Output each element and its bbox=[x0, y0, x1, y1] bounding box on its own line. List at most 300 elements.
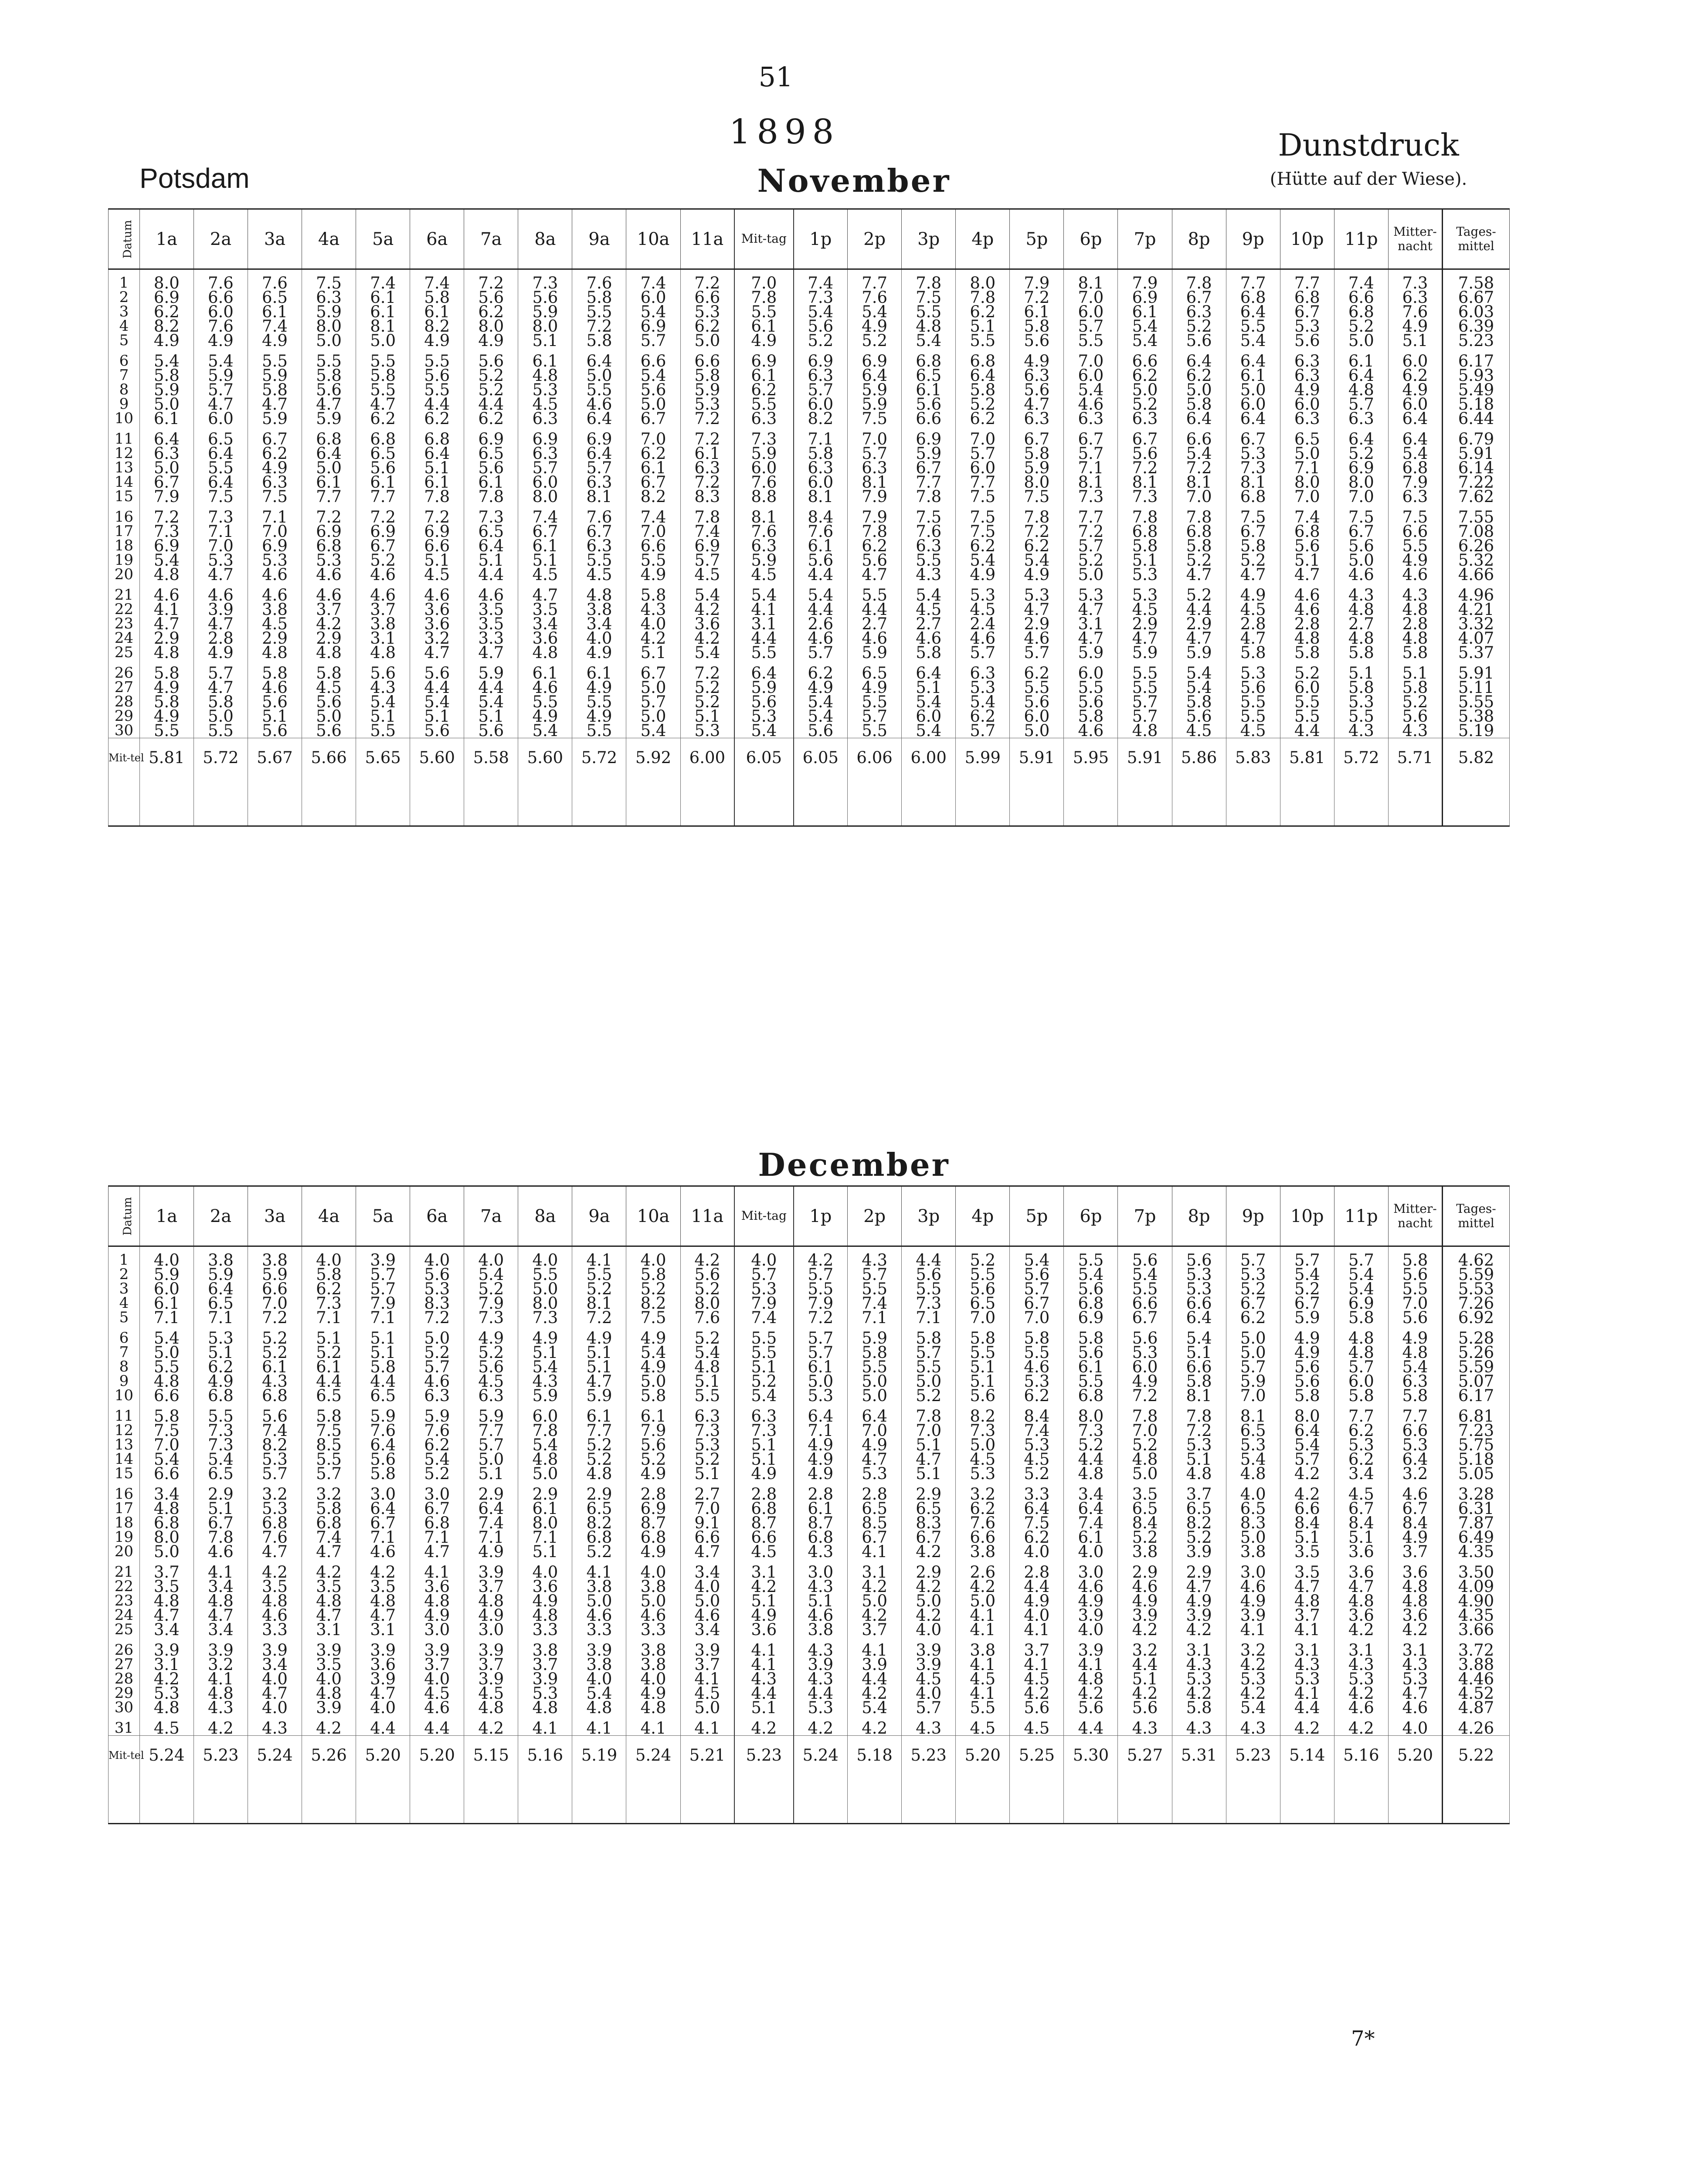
value-cell: 5.5 bbox=[956, 1700, 1010, 1715]
value-cell: 5.8 bbox=[1172, 539, 1226, 553]
value-cell: 7.4 bbox=[734, 1310, 793, 1325]
value-cell: 4.4 bbox=[1172, 602, 1226, 617]
value-cell: 5.4 bbox=[1010, 1253, 1064, 1267]
value-cell: 5.1 bbox=[1334, 666, 1388, 680]
value-cell: 3.8 bbox=[956, 1643, 1010, 1657]
value-cell: 6.4 bbox=[194, 1282, 248, 1296]
value-cell: 6.1 bbox=[302, 475, 356, 489]
value-cell: 6.5 bbox=[1280, 432, 1334, 446]
value-cell: 4.7 bbox=[410, 1544, 464, 1559]
value-cell: 8.3 bbox=[410, 1296, 464, 1310]
value-cell: 4.7 bbox=[356, 1608, 410, 1622]
value-cell: 5.7 bbox=[356, 1267, 410, 1282]
value-cell: 5.8 bbox=[248, 383, 302, 397]
value-cell: 4.2 bbox=[848, 1579, 902, 1594]
value-cell: 6.7 bbox=[1280, 1296, 1334, 1310]
value-cell: 7.7 bbox=[572, 1423, 626, 1438]
value-cell: 5.0 bbox=[848, 1594, 902, 1608]
value-cell: 4.8 bbox=[1388, 602, 1442, 617]
value-cell: 5.5 bbox=[734, 645, 793, 660]
value-cell: 3.6 bbox=[1388, 1608, 1442, 1622]
value-cell: 4.9 bbox=[1226, 588, 1280, 602]
value-cell: 6.1 bbox=[572, 1409, 626, 1423]
value-cell: 7.8 bbox=[1118, 1409, 1172, 1423]
value-cell: 4.6 bbox=[356, 588, 410, 602]
value-cell: 5.1 bbox=[734, 1452, 793, 1466]
value-cell: 5.7 bbox=[956, 723, 1010, 738]
value-cell: 5.1 bbox=[410, 553, 464, 567]
value-cell: 5.1 bbox=[356, 1331, 410, 1345]
value-cell: 4.8 bbox=[139, 645, 194, 660]
value-cell: 6.1 bbox=[139, 411, 194, 426]
value-cell: 4.7 bbox=[1226, 567, 1280, 582]
value-cell: 5.6 bbox=[1010, 1267, 1064, 1282]
value-cell: 4.2 bbox=[1280, 1721, 1334, 1736]
value-cell: 5.9 bbox=[734, 446, 793, 461]
value-cell: 5.9 bbox=[139, 1267, 194, 1282]
daily-mean-cell: 6.17 bbox=[1442, 354, 1509, 368]
value-cell: 4.1 bbox=[848, 1544, 902, 1559]
value-cell: 5.6 bbox=[464, 723, 518, 738]
value-cell: 7.3 bbox=[902, 1296, 956, 1310]
value-cell: 4.5 bbox=[734, 567, 793, 582]
value-cell: 6.4 bbox=[1334, 368, 1388, 383]
value-cell: 8.1 bbox=[572, 489, 626, 504]
value-cell: 4.1 bbox=[734, 1657, 793, 1672]
value-cell: 5.7 bbox=[194, 666, 248, 680]
value-cell: 6.0 bbox=[194, 411, 248, 426]
value-cell: 6.4 bbox=[848, 1409, 902, 1423]
value-cell: 4.0 bbox=[518, 1565, 572, 1579]
daily-mean-cell: 3.88 bbox=[1442, 1657, 1509, 1672]
value-cell: 6.7 bbox=[1334, 524, 1388, 539]
value-cell: 6.9 bbox=[626, 319, 680, 333]
hourly-mean-cell: 5.71 bbox=[1388, 738, 1442, 778]
value-cell: 4.3 bbox=[1388, 723, 1442, 738]
value-cell: 5.4 bbox=[572, 1686, 626, 1700]
value-cell: 4.7 bbox=[356, 397, 410, 411]
value-cell: 6.1 bbox=[518, 539, 572, 553]
date-cell: 12 bbox=[109, 446, 140, 461]
value-cell: 5.4 bbox=[1280, 1438, 1334, 1452]
value-cell: 5.5 bbox=[410, 383, 464, 397]
daily-mean-cell: 3.50 bbox=[1442, 1565, 1509, 1579]
value-cell: 7.8 bbox=[902, 489, 956, 504]
hourly-mean-cell: 5.91 bbox=[1010, 738, 1064, 778]
value-cell: 5.7 bbox=[1064, 319, 1118, 333]
value-cell: 7.9 bbox=[794, 1296, 848, 1310]
value-cell: 5.6 bbox=[1280, 333, 1334, 348]
value-cell: 6.3 bbox=[848, 461, 902, 475]
value-cell: 5.7 bbox=[1010, 645, 1064, 660]
value-cell: 7.2 bbox=[1118, 1388, 1172, 1403]
value-cell: 4.7 bbox=[1064, 602, 1118, 617]
value-cell: 5.8 bbox=[356, 1360, 410, 1374]
value-cell: 8.0 bbox=[1280, 475, 1334, 489]
value-cell: 2.8 bbox=[626, 1487, 680, 1501]
value-cell: 7.6 bbox=[248, 276, 302, 290]
value-cell: 7.0 bbox=[1172, 489, 1226, 504]
value-cell: 2.8 bbox=[734, 1487, 793, 1501]
value-cell: 4.8 bbox=[1388, 1579, 1442, 1594]
value-cell: 5.6 bbox=[848, 553, 902, 567]
value-cell: 4.5 bbox=[956, 1672, 1010, 1686]
value-cell: 3.1 bbox=[1172, 1643, 1226, 1657]
value-cell: 5.4 bbox=[734, 1388, 793, 1403]
value-cell: 7.2 bbox=[356, 510, 410, 524]
value-cell: 5.9 bbox=[248, 1267, 302, 1282]
date-cell: 5 bbox=[109, 333, 140, 348]
column-header: Mitter-nacht bbox=[1388, 209, 1442, 269]
value-cell: 4.2 bbox=[1172, 1686, 1226, 1700]
date-cell: 31 bbox=[109, 1721, 140, 1736]
daily-mean-cell: 5.28 bbox=[1442, 1331, 1509, 1345]
value-cell: 5.1 bbox=[572, 1345, 626, 1360]
value-cell: 6.7 bbox=[518, 524, 572, 539]
value-cell: 6.1 bbox=[356, 290, 410, 305]
value-cell: 7.1 bbox=[356, 1310, 410, 1325]
month-title-november: November bbox=[757, 162, 951, 199]
value-cell: 5.1 bbox=[248, 709, 302, 723]
value-cell: 5.2 bbox=[1334, 319, 1388, 333]
value-cell: 5.4 bbox=[139, 1331, 194, 1345]
value-cell: 8.4 bbox=[794, 510, 848, 524]
value-cell: 6.2 bbox=[302, 1282, 356, 1296]
value-cell: 7.4 bbox=[410, 276, 464, 290]
value-cell: 5.2 bbox=[464, 1282, 518, 1296]
date-cell: 26 bbox=[109, 666, 140, 680]
value-cell: 5.1 bbox=[1172, 1345, 1226, 1360]
value-cell: 4.2 bbox=[902, 1579, 956, 1594]
daily-mean-cell: 7.08 bbox=[1442, 524, 1509, 539]
value-cell: 5.3 bbox=[1010, 1374, 1064, 1388]
value-cell: 6.6 bbox=[1172, 1296, 1226, 1310]
value-cell: 6.2 bbox=[1010, 1388, 1064, 1403]
value-cell: 5.2 bbox=[1118, 1530, 1172, 1544]
value-cell: 5.2 bbox=[302, 1345, 356, 1360]
daily-mean-cell: 5.93 bbox=[1442, 368, 1509, 383]
value-cell: 5.7 bbox=[794, 645, 848, 660]
value-cell: 7.8 bbox=[1010, 510, 1064, 524]
value-cell: 2.9 bbox=[139, 631, 194, 645]
value-cell: 5.8 bbox=[356, 368, 410, 383]
value-cell: 8.1 bbox=[1118, 475, 1172, 489]
mean-row-label: Mit-tel bbox=[109, 1736, 140, 1775]
value-cell: 2.8 bbox=[1010, 1565, 1064, 1579]
column-header: 8a bbox=[518, 1186, 572, 1246]
value-cell: 6.4 bbox=[1388, 1452, 1442, 1466]
value-cell: 6.2 bbox=[1172, 368, 1226, 383]
value-cell: 4.7 bbox=[464, 645, 518, 660]
value-cell: 4.8 bbox=[1334, 1331, 1388, 1345]
value-cell: 5.4 bbox=[1226, 1700, 1280, 1715]
date-cell: 16 bbox=[109, 510, 140, 524]
value-cell: 5.0 bbox=[302, 333, 356, 348]
value-cell: 4.4 bbox=[356, 1374, 410, 1388]
value-cell: 6.0 bbox=[1064, 305, 1118, 319]
hourly-mean-cell: 5.23 bbox=[194, 1736, 248, 1775]
value-cell: 6.6 bbox=[956, 1530, 1010, 1544]
column-header: 6a bbox=[410, 209, 464, 269]
value-cell: 5.7 bbox=[248, 1466, 302, 1481]
value-cell: 4.7 bbox=[248, 397, 302, 411]
value-cell: 4.1 bbox=[626, 1721, 680, 1736]
value-cell: 6.3 bbox=[572, 539, 626, 553]
value-cell: 5.0 bbox=[572, 1594, 626, 1608]
value-cell: 6.9 bbox=[139, 539, 194, 553]
value-cell: 5.8 bbox=[1388, 1253, 1442, 1267]
value-cell: 5.7 bbox=[794, 1267, 848, 1282]
value-cell: 5.6 bbox=[1118, 1331, 1172, 1345]
value-cell: 5.8 bbox=[1010, 446, 1064, 461]
value-cell: 6.9 bbox=[734, 354, 793, 368]
table-row bbox=[109, 1622, 1510, 1637]
value-cell: 4.5 bbox=[902, 1672, 956, 1686]
value-cell: 4.3 bbox=[356, 680, 410, 695]
value-cell: 5.6 bbox=[302, 695, 356, 709]
value-cell: 4.3 bbox=[194, 1700, 248, 1715]
value-cell: 5.7 bbox=[848, 709, 902, 723]
value-cell: 2.9 bbox=[902, 1487, 956, 1501]
station-name: Potsdam bbox=[139, 163, 250, 194]
daily-mean-cell: 6.92 bbox=[1442, 1310, 1509, 1325]
value-cell: 2.9 bbox=[518, 1487, 572, 1501]
value-cell: 5.9 bbox=[194, 368, 248, 383]
value-cell: 4.6 bbox=[1280, 588, 1334, 602]
value-cell: 5.1 bbox=[680, 1374, 734, 1388]
value-cell: 4.1 bbox=[680, 1672, 734, 1686]
value-cell: 5.3 bbox=[248, 1452, 302, 1466]
value-cell: 5.7 bbox=[848, 1267, 902, 1282]
value-cell: 5.5 bbox=[356, 723, 410, 738]
value-cell: 5.0 bbox=[139, 461, 194, 475]
column-header: 7p bbox=[1118, 209, 1172, 269]
value-cell: 4.5 bbox=[1172, 723, 1226, 738]
value-cell: 4.8 bbox=[139, 1501, 194, 1516]
value-cell: 4.9 bbox=[794, 1452, 848, 1466]
value-cell: 6.8 bbox=[1064, 1296, 1118, 1310]
daily-mean-cell: 5.23 bbox=[1442, 333, 1509, 348]
value-cell: 3.0 bbox=[410, 1487, 464, 1501]
column-header: 3a bbox=[248, 209, 302, 269]
value-cell: 3.9 bbox=[1226, 1608, 1280, 1622]
value-cell: 6.8 bbox=[902, 354, 956, 368]
value-cell: 7.2 bbox=[572, 1310, 626, 1325]
value-cell: 5.0 bbox=[1334, 553, 1388, 567]
value-cell: 4.2 bbox=[680, 631, 734, 645]
value-cell: 4.8 bbox=[1388, 631, 1442, 645]
value-cell: 6.6 bbox=[1118, 354, 1172, 368]
value-cell: 6.1 bbox=[626, 461, 680, 475]
value-cell: 5.0 bbox=[1280, 446, 1334, 461]
value-cell: 4.6 bbox=[356, 567, 410, 582]
value-cell: 5.5 bbox=[902, 305, 956, 319]
value-cell: 4.9 bbox=[734, 1466, 793, 1481]
value-cell: 3.8 bbox=[626, 1579, 680, 1594]
value-cell: 5.5 bbox=[1280, 709, 1334, 723]
value-cell: 5.0 bbox=[1010, 723, 1064, 738]
value-cell: 6.4 bbox=[1226, 354, 1280, 368]
value-cell: 6.3 bbox=[1388, 489, 1442, 504]
value-cell: 4.8 bbox=[139, 1700, 194, 1715]
hourly-mean-cell: 5.26 bbox=[302, 1736, 356, 1775]
value-cell: 6.3 bbox=[902, 539, 956, 553]
column-header: 2a bbox=[194, 1186, 248, 1246]
value-cell: 4.9 bbox=[626, 1360, 680, 1374]
hourly-mean-cell: 5.24 bbox=[626, 1736, 680, 1775]
date-cell: 12 bbox=[109, 1423, 140, 1438]
value-cell: 4.7 bbox=[1334, 1579, 1388, 1594]
value-cell: 6.4 bbox=[572, 354, 626, 368]
value-cell: 5.9 bbox=[1118, 645, 1172, 660]
value-cell: 7.3 bbox=[734, 1423, 793, 1438]
date-cell: 10 bbox=[109, 1388, 140, 1403]
date-cell: 5 bbox=[109, 1310, 140, 1325]
value-cell: 3.8 bbox=[356, 617, 410, 631]
date-cell: 24 bbox=[109, 631, 140, 645]
value-cell: 4.3 bbox=[1388, 588, 1442, 602]
value-cell: 5.6 bbox=[464, 354, 518, 368]
value-cell: 7.6 bbox=[572, 276, 626, 290]
value-cell: 5.5 bbox=[626, 553, 680, 567]
value-cell: 4.8 bbox=[1064, 1466, 1118, 1481]
daily-mean-cell: 6.67 bbox=[1442, 290, 1509, 305]
value-cell: 4.9 bbox=[194, 645, 248, 660]
date-cell: 10 bbox=[109, 411, 140, 426]
value-cell: 4.6 bbox=[1118, 1579, 1172, 1594]
date-cell: 14 bbox=[109, 475, 140, 489]
value-cell: 6.8 bbox=[356, 432, 410, 446]
value-cell: 5.4 bbox=[1118, 333, 1172, 348]
value-cell: 6.3 bbox=[1118, 411, 1172, 426]
value-cell: 5.6 bbox=[956, 1388, 1010, 1403]
value-cell: 2.7 bbox=[680, 1487, 734, 1501]
value-cell: 8.0 bbox=[139, 1530, 194, 1544]
value-cell: 6.9 bbox=[410, 524, 464, 539]
value-cell: 5.7 bbox=[410, 1360, 464, 1374]
value-cell: 5.6 bbox=[1334, 539, 1388, 553]
date-cell: 25 bbox=[109, 1622, 140, 1637]
value-cell: 7.3 bbox=[464, 510, 518, 524]
value-cell: 6.1 bbox=[1064, 1530, 1118, 1544]
value-cell: 8.0 bbox=[680, 1296, 734, 1310]
value-cell: 3.6 bbox=[680, 617, 734, 631]
value-cell: 4.8 bbox=[356, 645, 410, 660]
value-cell: 6.7 bbox=[1226, 524, 1280, 539]
column-header bbox=[109, 209, 140, 269]
hourly-mean-cell: 5.15 bbox=[464, 1736, 518, 1775]
value-cell: 4.0 bbox=[302, 1253, 356, 1267]
value-cell: 8.4 bbox=[1334, 1516, 1388, 1530]
value-cell: 4.9 bbox=[1280, 383, 1334, 397]
value-cell: 4.6 bbox=[248, 1608, 302, 1622]
value-cell: 4.4 bbox=[1064, 1452, 1118, 1466]
value-cell: 4.9 bbox=[248, 461, 302, 475]
hourly-mean-cell: 5.18 bbox=[848, 1736, 902, 1775]
value-cell: 7.1 bbox=[1064, 461, 1118, 475]
value-cell: 4.6 bbox=[248, 680, 302, 695]
value-cell: 5.5 bbox=[572, 723, 626, 738]
value-cell: 5.7 bbox=[626, 333, 680, 348]
value-cell: 5.3 bbox=[194, 1331, 248, 1345]
value-cell: 5.6 bbox=[1064, 1700, 1118, 1715]
value-cell: 4.4 bbox=[734, 1686, 793, 1700]
value-cell: 5.8 bbox=[1064, 709, 1118, 723]
value-cell: 7.4 bbox=[1280, 510, 1334, 524]
value-cell: 4.1 bbox=[1010, 1657, 1064, 1672]
value-cell: 4.2 bbox=[734, 1721, 793, 1736]
value-cell: 7.0 bbox=[194, 539, 248, 553]
value-cell: 5.5 bbox=[848, 1282, 902, 1296]
value-cell: 6.0 bbox=[1388, 397, 1442, 411]
value-cell: 7.2 bbox=[302, 510, 356, 524]
value-cell: 3.6 bbox=[356, 1657, 410, 1672]
value-cell: 6.0 bbox=[1118, 1360, 1172, 1374]
value-cell: 7.5 bbox=[1010, 1516, 1064, 1530]
value-cell: 5.6 bbox=[1118, 1700, 1172, 1715]
value-cell: 6.1 bbox=[680, 446, 734, 461]
value-cell: 5.5 bbox=[1064, 1253, 1118, 1267]
value-cell: 4.3 bbox=[794, 1579, 848, 1594]
value-cell: 5.1 bbox=[464, 553, 518, 567]
value-cell: 6.9 bbox=[248, 539, 302, 553]
column-header: 1p bbox=[794, 1186, 848, 1246]
value-cell: 5.6 bbox=[248, 695, 302, 709]
value-cell: 4.7 bbox=[1010, 602, 1064, 617]
value-cell: 6.7 bbox=[1334, 1501, 1388, 1516]
value-cell: 3.6 bbox=[518, 631, 572, 645]
value-cell: 4.9 bbox=[1388, 383, 1442, 397]
value-cell: 7.3 bbox=[1118, 489, 1172, 504]
value-cell: 4.2 bbox=[794, 1721, 848, 1736]
hourly-mean-cell: 5.72 bbox=[194, 738, 248, 778]
value-cell: 5.0 bbox=[410, 1331, 464, 1345]
value-cell: 8.0 bbox=[1334, 475, 1388, 489]
value-cell: 7.1 bbox=[139, 1310, 194, 1325]
value-cell: 3.5 bbox=[464, 602, 518, 617]
value-cell: 4.7 bbox=[302, 1608, 356, 1622]
value-cell: 5.7 bbox=[1118, 695, 1172, 709]
value-cell: 5.9 bbox=[734, 553, 793, 567]
value-cell: 6.6 bbox=[139, 1388, 194, 1403]
value-cell: 7.3 bbox=[194, 1438, 248, 1452]
value-cell: 4.2 bbox=[1334, 1721, 1388, 1736]
hourly-mean-cell: 5.95 bbox=[1064, 738, 1118, 778]
value-cell: 4.9 bbox=[572, 680, 626, 695]
value-cell: 4.4 bbox=[794, 602, 848, 617]
value-cell: 6.7 bbox=[1388, 1501, 1442, 1516]
value-cell: 7.6 bbox=[194, 276, 248, 290]
value-cell: 3.5 bbox=[356, 1579, 410, 1594]
value-cell: 5.6 bbox=[1010, 383, 1064, 397]
value-cell: 5.5 bbox=[956, 333, 1010, 348]
value-cell: 2.9 bbox=[248, 631, 302, 645]
value-cell: 6.4 bbox=[464, 539, 518, 553]
value-cell: 5.3 bbox=[1172, 1282, 1226, 1296]
date-cell: 2 bbox=[109, 1267, 140, 1282]
value-cell: 4.9 bbox=[194, 333, 248, 348]
value-cell: 4.3 bbox=[1172, 1721, 1226, 1736]
value-cell: 6.4 bbox=[410, 446, 464, 461]
value-cell: 8.0 bbox=[1010, 475, 1064, 489]
value-cell: 6.3 bbox=[680, 461, 734, 475]
value-cell: 7.4 bbox=[356, 276, 410, 290]
value-cell: 6.7 bbox=[1280, 305, 1334, 319]
date-cell: 15 bbox=[109, 489, 140, 504]
value-cell: 7.1 bbox=[848, 1310, 902, 1325]
value-cell: 6.7 bbox=[1172, 290, 1226, 305]
value-cell: 5.4 bbox=[794, 305, 848, 319]
